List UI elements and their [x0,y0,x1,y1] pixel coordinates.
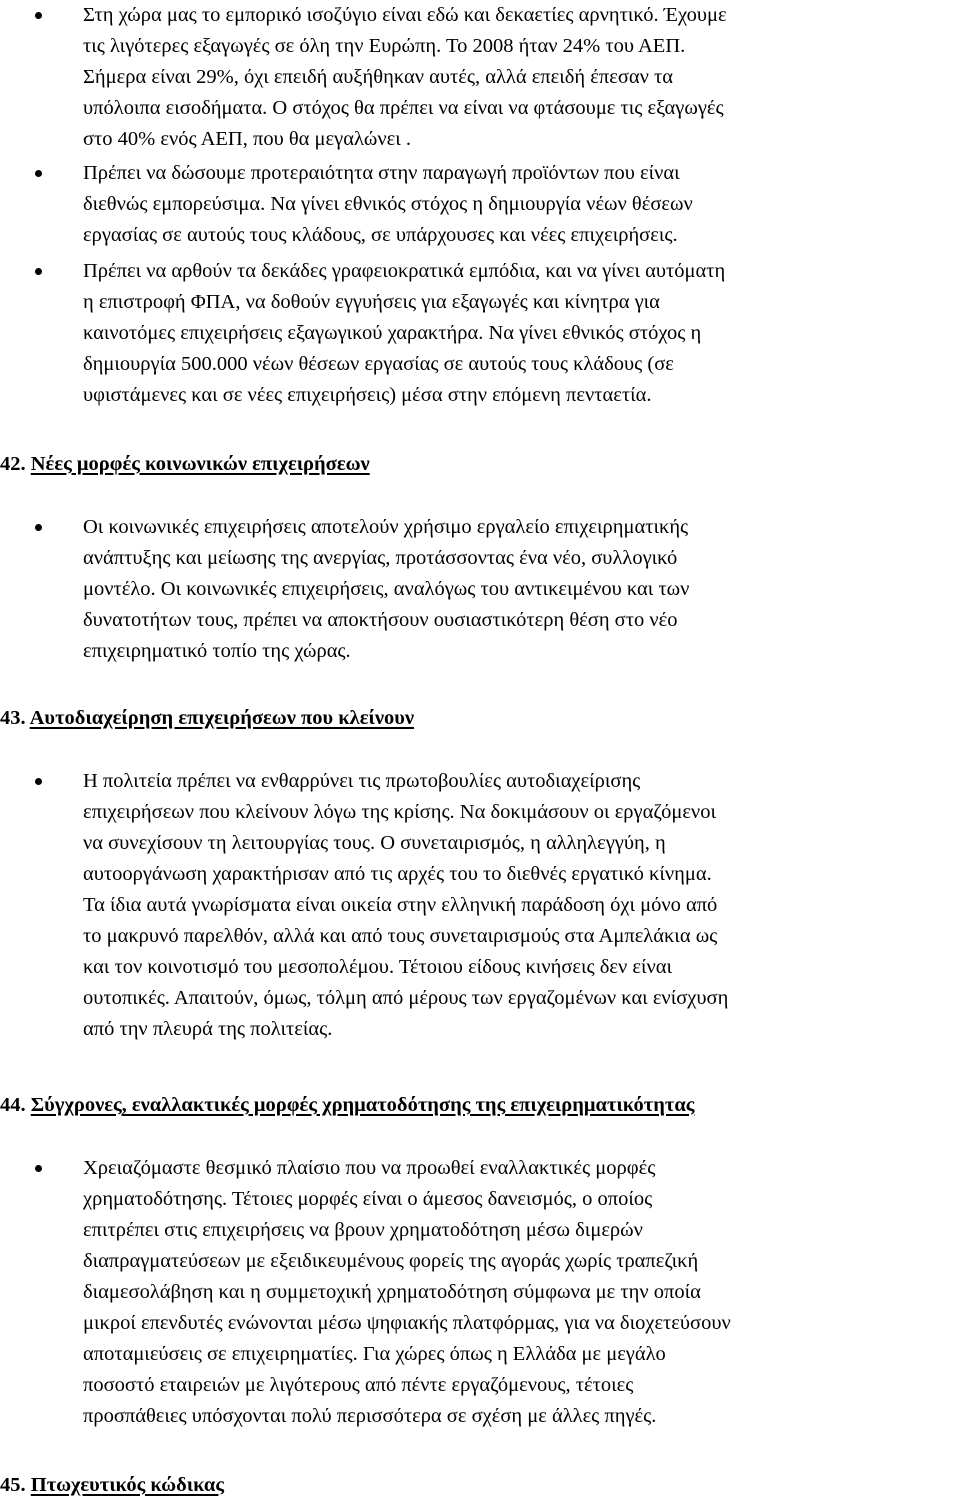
paragraph-text: Στη χώρα μας το εμπορικό ισοζύγιο είναι εδώ και δεκαετίες αρνητικό. Έχουμε τις λιγότερες εξαγωγές σε όλη την Ευρώπη. Το 2008 ήταν 24% του ΑΕΠ. Σήμερα είναι 29%, όχι επειδή αυξήθηκαν αυτές, αλλά επειδή έπεσαν τα υπόλοιπα εισοδήματα. Ο στόχος θα πρέπει να είναι να φτάσουμε τις εξαγωγές στο 40% ενός ΑΕΠ, που θα μεγαλώνει . [83,4,727,150]
section-heading-42 [0,449,370,480]
paragraph-text: Πρέπει να δώσουμε προτεραιότητα στην παραγωγή προϊόντων που είναι διεθνώς εμπορεύσιμα. Να γίνει εθνικός στόχος η δημιουργία νέων θέσεων εργασίας σε αυτούς τους κλάδους, σε υπάρχουσες και νέες επιχειρήσεις. [83,162,693,246]
bullet-icon [35,524,42,531]
section-title: Νέες μορφές κοινωνικών επιχειρήσεων [30,453,370,475]
bullet-icon [35,268,42,275]
bullet-icon [35,12,42,19]
section-number: 43. [0,707,26,729]
bullet-icon [35,778,42,785]
section-heading-44 [0,1090,694,1121]
section-number: 42. [0,453,26,475]
bullet-icon [35,170,42,177]
section-number: 44. [0,1094,26,1116]
section-title: Αυτοδιαχείρηση επιχειρήσεων που κλείνουν [29,707,415,729]
paragraph-text: Χρειαζόμαστε θεσμικό πλαίσιο που να προωθεί εναλλακτικές μορφές χρηματοδότησης. Τέτοιες μορφές είναι ο άμεσος δανεισμός, ο οποίος επιτρέπει στις επιχειρήσεις να βρουν χρηματοδότηση μέσω διμερών διαπραγματεύσεων με εξειδικευμένους φορείς της αγοράς χωρίς τραπεζική διαμεσολάβηση και η συμμετοχική χρηματοδότηση σύμφωνα με την οποία μικροί επενδυτές ενώνονται μέσω ψηφιακής πλατφόρμας, για να διοχετεύσουν αποταμιεύσεις σε επιχειρηματίες. Για χώρες όπως η Ελλάδα με μεγάλο ποσοστό εταιρειών με λιγότερους από πέντε εργαζόμενους, τέτοιες προσπάθειες υπόσχονται πολύ περισσότερα σε σχέση με άλλες πηγές. [83,1157,731,1427]
bullet-icon [35,1165,42,1172]
section-number: 45. [0,1474,26,1496]
paragraph-text: Η πολιτεία πρέπει να ενθαρρύνει τις πρωτοβουλίες αυτοδιαχείρισης επιχειρήσεων που κλείνουν λόγω της κρίσης. Να δοκιμάσουν οι εργαζόμενοι να συνεχίσουν τη λειτουργίας τους. Ο συνεταιρισμός, η αλληλεγγύη, η αυτοοργάνωση χαρακτήρισαν από τις αρχές του το διεθνές εργατικό κίνημα. Τα ίδια αυτά γνωρίσματα είναι οικεία στην ελληνική παράδοση όχι μόνο από το μακρυνό παρελθόν, αλλά και από τους συνεταιρισμούς στα Αμπελάκια ως και τον κοινοτισμό του μεσοπολέμου. Τέτοιου είδους κινήσεις δεν είναι ουτοπικές. Απαιτούν, όμως, τόλμη από μέρους των εργαζομένων και ενίσχυση από την πλευρά της πολιτείας. [83,770,729,1040]
paragraph-text: Πρέπει να αρθούν τα δεκάδες γραφειοκρατικά εμπόδια, και να γίνει αυτόματη η επιστροφή ΦΠΑ, να δοθούν εγγυήσεις για εξαγωγές και κίνητρα για καινοτόμες επιχειρήσεις εξαγωγικού χαρακτήρα. Να γίνει εθνικός στόχος η δημιουργία 500.000 νέων θέσεων εργασίας σε αυτούς τους κλάδους (σε υφιστάμενες και σε νέες επιχειρήσεις) μέσα στην επόμενη πενταετία. [83,260,726,406]
section-heading-43 [0,703,414,734]
section-title: Σύγχρονες, εναλλακτικές μορφές χρηματοδότησης της επιχειρηματικότητας [30,1094,695,1116]
section-heading-45 [0,1470,224,1501]
paragraph-text: Οι κοινωνικές επιχειρήσεις αποτελούν χρήσιμο εργαλείο επιχειρηματικής ανάπτυξης και μείωσης της ανεργίας, προτάσσοντας ένα νέο, συλλογικό μοντέλο. Οι κοινωνικές επιχειρήσεις, αναλόγως του αντικειμένου και των δυνατοτήτων τους, πρέπει να αποκτήσουν ουσιαστικότερη θέση στο νέο επιχειρηματικό τοπίο της χώρας. [83,516,690,662]
section-title: Πτωχευτικός κώδικας [30,1474,225,1496]
